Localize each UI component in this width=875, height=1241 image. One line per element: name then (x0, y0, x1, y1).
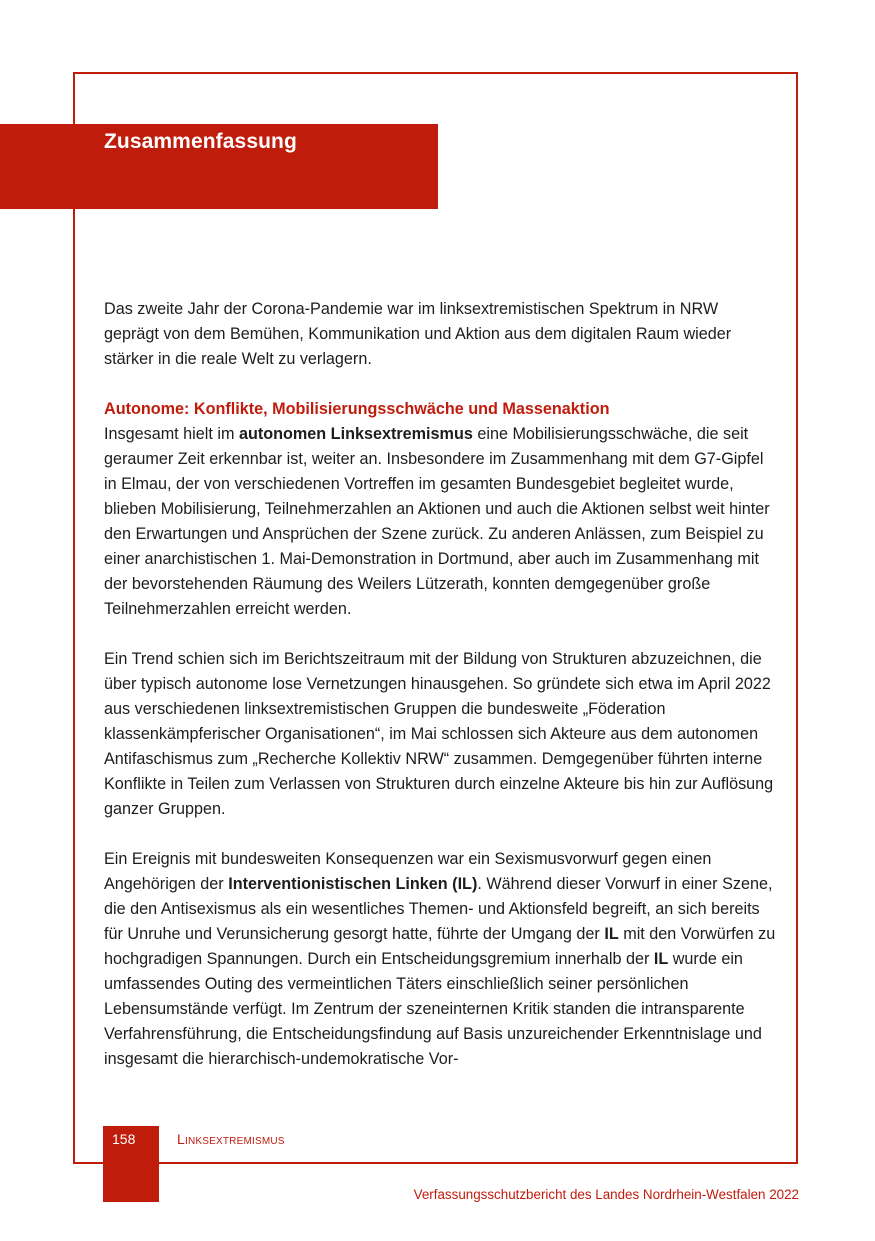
publication-footer: Verfassungsschutzbericht des Landes Nordrhein-Westfalen 2022 (413, 1187, 799, 1202)
intro-paragraph: Das zweite Jahr der Corona-Pandemie war im linksextremistischen Spektrum in NRW geprägt von dem Bemühen, Kommunikation und Aktion aus dem digitalen Raum wieder stärker in die reale Welt zu verlagern. (104, 300, 732, 368)
bold-term: autonomen Linksextremismus (238, 425, 473, 443)
bold-term: Interventionistischen Linken (IL) (228, 875, 478, 893)
section-subheading: Autonome: Konflikte, Mobilisierungsschwäche und Massenaktion (104, 400, 610, 418)
text-run: mit den Vorwürfen zu hochgradigen Spannungen. Durch ein Entscheidungsgremium innerhalb der (104, 925, 776, 968)
text-run: wurde ein umfassendes Outing des vermeintlichen Täters einschließlich seiner persönlichen Lebensumstände verfügt. Im Zentrum der szeneinternen Kritik standen die intransparente Verfahrensführung, die Entscheidungsfindung auf Basis unzureichender Erkenntnislage und insgesamt die hierarchisch-undemokratische Vor- (104, 950, 762, 1068)
bold-term: IL (604, 925, 619, 943)
page-number: 158 (112, 1131, 136, 1147)
text-run: eine Mobilisierungsschwäche, die seit geraumer Zeit erkennbar ist, weiter an. Insbesondere im Zusammenhang mit dem G7-Gipfel in Elmau, der von verschiedenen Vortreffen im gesamten Bundesgebiet begleitet wurde, blieben Mobilisierung, Teilnehmerzahlen an Aktionen und auch die Aktionen selbst weit hinter den Erwartungen und Ansprüchen der Szene zurück. Zu anderen Anlässen, zum Beispiel zu einer anarchistischen 1. Mai-Demonstration in Dortmund, aber auch im Zusammenhang mit der bevorstehenden Räumung des Weilers Lützerath, konnten demgegenüber große Teilnehmerzahlen erreicht werden. (104, 425, 770, 618)
page-title: Zusammenfassung (104, 130, 297, 153)
event-paragraph (104, 847, 776, 1072)
bold-term: IL (653, 950, 669, 968)
text-run: Insgesamt hielt im (104, 425, 239, 443)
text-run: . Während dieser Vorwurf in einer Szene, die den Antisexismus als ein wesentliches Themen- und Aktionsfeld begreift, an sich bereits für Unruhe und Verunsicherung gesorgt hatte, führte der Umgang der (104, 875, 773, 943)
section-label: Linksextremismus (177, 1131, 285, 1147)
main-content (104, 297, 776, 1072)
trend-paragraph: Ein Trend schien sich im Berichtszeitraum mit der Bildung von Strukturen abzuzeichnen, die über typisch autonome lose Vernetzungen hinausgehen. So gründete sich etwa im April 2022 aus verschiedenen linksextremistischen Gruppen die bundesweite „Föderation klassenkämpferischer Organisationen“, im Mai schlossen sich Akteure aus dem autonomen Antifaschismus zum „Recherche Kollektiv NRW“ zusammen. Demgegenüber führten interne Konflikte in Teilen zum Verlassen von Strukturen durch einzelne Akteure bis hin zur Auflösung ganzer Gruppen. (104, 650, 774, 818)
text-run: Ein Ereignis mit bundesweiten Konsequenzen war ein Sexismusvorwurf gegen einen Angehörigen der (104, 850, 712, 893)
section-paragraph-autonome (104, 397, 776, 622)
